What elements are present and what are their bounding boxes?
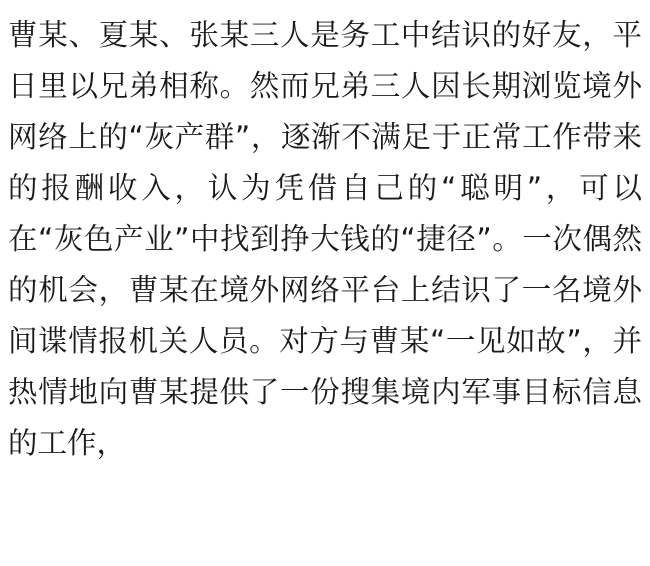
article-body — [8, 10, 642, 469]
article-paragraph: 曹某、夏某、张某三人是务工中结识的好友，平日里以兄弟相称。然而兄弟三人因长期浏览境外网络上的“灰产群”，逐渐不满足于正常工作带来的报酬收入，认为凭借自己的“聪明”，可以在“灰色产业”中找到挣大钱的“捷径”。一次偶然的机会，曹某在境外网络平台上结识了一名境外间谍情报机关人员。对方与曹某“一见如故”，并热情地向曹某提供了一份搜集境内军事目标信息的工作， — [8, 18, 642, 460]
